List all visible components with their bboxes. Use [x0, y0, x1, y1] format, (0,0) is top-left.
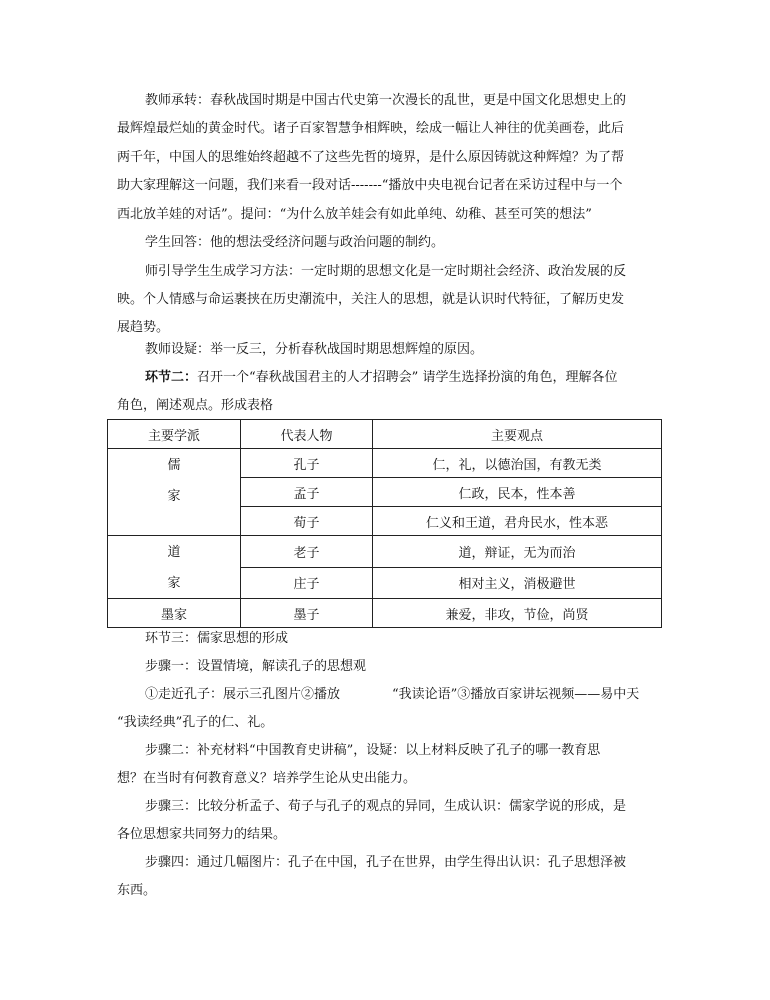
paragraph-line: 教师承转：春秋战国时期是中国古代史第一次漫长的乱世，更是中国文化思想史上的: [145, 93, 627, 108]
person-cell: 墨子: [241, 599, 373, 628]
person-cell: 孟子: [241, 478, 373, 507]
header-view: 主要观点: [373, 420, 662, 449]
paragraph-line: 角色，阐述观点。形成表格: [117, 398, 274, 413]
step-four: 步骤四：通过几幅图片：孔子在中国，孔子在世界，由学生得出认识：孔子思想泽被: [145, 855, 627, 870]
school-dao: [108, 536, 241, 599]
paragraph-line: 各位思想家共同努力的结果。: [117, 827, 287, 842]
school-ru: [108, 449, 241, 536]
paragraph-line: “我读经典”孔子的仁、礼。: [117, 715, 274, 730]
step-two: 步骤二：补充材料“中国教育史讲稿”，设疑：以上材料反映了孔子的哪一教育思: [145, 743, 601, 758]
view-cell: 仁政，民本，性本善: [373, 478, 662, 507]
view-cell: 仁，礼，以德治国，有教无类: [373, 449, 662, 478]
paragraph-line: 映。个人情感与命运裹挟在历史潮流中，关注人的思想，就是认识时代特征，了解历史发: [117, 292, 625, 307]
person-cell: 荀子: [241, 507, 373, 536]
teacher-question: 教师设疑：举一反三，分析春秋战国时期思想辉煌的原因。: [145, 342, 484, 357]
school-dao-char: 道: [167, 545, 181, 560]
school-ru-char: 家: [167, 489, 181, 504]
school-dao-char: 家: [167, 576, 181, 591]
paragraph-line: 想？在当时有何教育意义？培养学生论从史出能力。: [117, 771, 417, 786]
view-cell: 兼爱，非攻，节俭，尚贤: [373, 599, 662, 628]
view-cell: 仁义和王道，君舟民水，性本恶: [373, 507, 662, 536]
step-one-detail-b: “我读论语”③播放百家讲坛视频——易中天: [392, 687, 640, 702]
header-school: 主要学派: [108, 420, 241, 449]
paragraph-line: 西北放羊娃的对话”。提问：“为什么放羊娃会有如此单纯、幼稚、甚至可笑的想法”: [117, 207, 592, 222]
table-row: [108, 536, 662, 568]
paragraph-line: 展趋势。: [117, 320, 170, 335]
paragraph-line: 师引导学生生成学习方法：一定时期的思想文化是一定时期社会经济、政治发展的反: [145, 264, 627, 279]
step-three: 步骤三：比较分析孟子、荀子与孔子的观点的异同，生成认识：儒家学说的形成，是: [145, 799, 627, 814]
section-three-title: 环节三：儒家思想的形成: [145, 631, 289, 646]
table-header-row: [108, 420, 662, 449]
student-answer: 学生回答：他的想法受经济问题与政治问题的制约。: [145, 235, 445, 250]
paragraph-line: 最辉煌最烂灿的黄金时代。诸子百家智慧争相辉映，绘成一幅让人神往的优美画卷，此后: [117, 121, 625, 136]
school-ru-char: 儒: [167, 458, 181, 473]
person-cell: 庄子: [241, 567, 373, 599]
schools-table: [107, 419, 662, 628]
view-cell: 相对主义，消极避世: [373, 567, 662, 599]
step-one-detail: [145, 680, 689, 709]
step-one: 步骤一：设置情境，解读孔子的思想观: [145, 659, 367, 674]
person-cell: 老子: [241, 536, 373, 568]
section-two-line: [145, 363, 689, 392]
header-person: 代表人物: [241, 420, 373, 449]
paragraph-line: 东西。: [117, 883, 157, 898]
section-two-label: 环节二：: [145, 370, 198, 385]
paragraph-line: 助大家理解这一问题，我们来看一段对话-------“播放中央电视台记者在采访过程中与一个: [117, 178, 623, 193]
paragraph-line: 两千年，中国人的思维始终超越不了这些先哲的境界，是什么原因铸就这种辉煌？为了帮: [117, 150, 625, 165]
step-one-detail-a: ①走近孔子：展示三孔图片②播放: [145, 687, 341, 702]
section-two-text: 召开一个“春秋战国君主的人才招聘会” 请学生选择扮演的角色，理解各位: [197, 370, 618, 385]
view-cell: 道，辩证，无为而治: [373, 536, 662, 568]
person-cell: 孔子: [241, 449, 373, 478]
table-row: [108, 449, 662, 478]
school-mo: 墨家: [108, 599, 241, 628]
